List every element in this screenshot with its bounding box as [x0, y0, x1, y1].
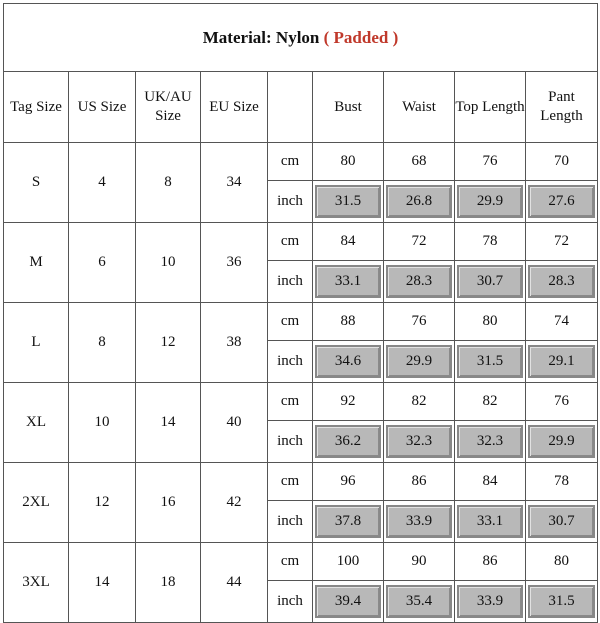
size-table [3, 3, 598, 623]
inch-top-length: 29.9 [457, 185, 523, 218]
inch-top-length: 32.3 [457, 425, 523, 458]
inch-cell [526, 341, 598, 383]
header-waist: Waist [384, 72, 455, 143]
cell-tag: L [4, 303, 69, 383]
cm-bust: 92 [313, 383, 384, 421]
inch-bust: 36.2 [315, 425, 381, 458]
header-unit [268, 72, 313, 143]
inch-cell [313, 581, 384, 623]
unit-inch-label: inch [268, 181, 313, 223]
unit-cm-label: cm [268, 383, 313, 421]
cm-waist: 82 [384, 383, 455, 421]
cell-eu: 42 [201, 463, 268, 543]
cell-us: 8 [69, 303, 136, 383]
inch-cell [455, 581, 526, 623]
header-uk-au-size: UK/AU Size [136, 72, 201, 143]
cell-us: 4 [69, 143, 136, 223]
cm-top-length: 80 [455, 303, 526, 341]
inch-bust: 31.5 [315, 185, 381, 218]
inch-pant-length: 28.3 [528, 265, 595, 298]
cm-waist: 90 [384, 543, 455, 581]
cell-us: 6 [69, 223, 136, 303]
inch-cell [384, 261, 455, 303]
inch-cell [384, 581, 455, 623]
cell-us: 12 [69, 463, 136, 543]
cell-eu: 38 [201, 303, 268, 383]
inch-cell [455, 181, 526, 223]
inch-top-length: 33.1 [457, 505, 523, 538]
inch-cell [455, 261, 526, 303]
cm-bust: 84 [313, 223, 384, 261]
inch-bust: 34.6 [315, 345, 381, 378]
cm-pant-length: 70 [526, 143, 598, 181]
inch-cell [526, 501, 598, 543]
unit-cm-label: cm [268, 143, 313, 181]
inch-cell [455, 501, 526, 543]
inch-cell [526, 421, 598, 463]
cell-eu: 44 [201, 543, 268, 623]
cell-us: 10 [69, 383, 136, 463]
cell-tag: 2XL [4, 463, 69, 543]
inch-cell [526, 261, 598, 303]
table-title [4, 4, 598, 72]
header-bust: Bust [313, 72, 384, 143]
cm-bust: 80 [313, 143, 384, 181]
inch-cell [384, 181, 455, 223]
table-row [4, 223, 598, 261]
cm-bust: 100 [313, 543, 384, 581]
header-eu-size: EU Size [201, 72, 268, 143]
inch-pant-length: 31.5 [528, 585, 595, 618]
inch-top-length: 31.5 [457, 345, 523, 378]
inch-waist: 28.3 [386, 265, 452, 298]
inch-cell [526, 581, 598, 623]
header-pant-length: Pant Length [526, 72, 598, 143]
inch-bust: 37.8 [315, 505, 381, 538]
cm-waist: 76 [384, 303, 455, 341]
cm-pant-length: 74 [526, 303, 598, 341]
inch-waist: 29.9 [386, 345, 452, 378]
inch-cell [526, 181, 598, 223]
header-row [4, 72, 598, 143]
inch-cell [384, 341, 455, 383]
inch-waist: 26.8 [386, 185, 452, 218]
cm-top-length: 86 [455, 543, 526, 581]
cm-pant-length: 80 [526, 543, 598, 581]
cell-uk: 18 [136, 543, 201, 623]
unit-cm-label: cm [268, 303, 313, 341]
inch-cell [313, 341, 384, 383]
cell-uk: 8 [136, 143, 201, 223]
cm-bust: 96 [313, 463, 384, 501]
inch-cell [455, 421, 526, 463]
inch-top-length: 33.9 [457, 585, 523, 618]
title-padded: ( Padded ) [323, 27, 399, 47]
cm-top-length: 76 [455, 143, 526, 181]
unit-inch-label: inch [268, 501, 313, 543]
title-text: Material: Nylon [202, 27, 324, 47]
cell-uk: 16 [136, 463, 201, 543]
unit-inch-label: inch [268, 261, 313, 303]
cell-uk: 14 [136, 383, 201, 463]
cm-waist: 86 [384, 463, 455, 501]
size-chart [3, 3, 597, 609]
cm-pant-length: 72 [526, 223, 598, 261]
inch-cell [384, 421, 455, 463]
unit-inch-label: inch [268, 421, 313, 463]
cm-pant-length: 76 [526, 383, 598, 421]
cell-uk: 12 [136, 303, 201, 383]
cell-tag: 3XL [4, 543, 69, 623]
table-row [4, 463, 598, 501]
inch-pant-length: 30.7 [528, 505, 595, 538]
inch-waist: 33.9 [386, 505, 452, 538]
inch-pant-length: 27.6 [528, 185, 595, 218]
cell-eu: 40 [201, 383, 268, 463]
unit-cm-label: cm [268, 223, 313, 261]
cm-top-length: 84 [455, 463, 526, 501]
inch-pant-length: 29.9 [528, 425, 595, 458]
table-row [4, 303, 598, 341]
cm-pant-length: 78 [526, 463, 598, 501]
header-tag-size: Tag Size [4, 72, 69, 143]
inch-pant-length: 29.1 [528, 345, 595, 378]
cm-top-length: 78 [455, 223, 526, 261]
cell-tag: XL [4, 383, 69, 463]
table-row [4, 543, 598, 581]
inch-bust: 39.4 [315, 585, 381, 618]
inch-cell [384, 501, 455, 543]
cell-eu: 36 [201, 223, 268, 303]
inch-bust: 33.1 [315, 265, 381, 298]
unit-inch-label: inch [268, 581, 313, 623]
unit-cm-label: cm [268, 463, 313, 501]
inch-waist: 35.4 [386, 585, 452, 618]
cm-bust: 88 [313, 303, 384, 341]
cm-waist: 68 [384, 143, 455, 181]
cell-uk: 10 [136, 223, 201, 303]
inch-waist: 32.3 [386, 425, 452, 458]
inch-cell [313, 501, 384, 543]
inch-cell [455, 341, 526, 383]
cell-us: 14 [69, 543, 136, 623]
inch-cell [313, 181, 384, 223]
cell-eu: 34 [201, 143, 268, 223]
header-us-size: US Size [69, 72, 136, 143]
header-top-length: Top Length [455, 72, 526, 143]
cm-top-length: 82 [455, 383, 526, 421]
unit-inch-label: inch [268, 341, 313, 383]
inch-cell [313, 261, 384, 303]
inch-cell [313, 421, 384, 463]
unit-cm-label: cm [268, 543, 313, 581]
cell-tag: S [4, 143, 69, 223]
table-row [4, 143, 598, 181]
cell-tag: M [4, 223, 69, 303]
table-row [4, 383, 598, 421]
inch-top-length: 30.7 [457, 265, 523, 298]
cm-waist: 72 [384, 223, 455, 261]
